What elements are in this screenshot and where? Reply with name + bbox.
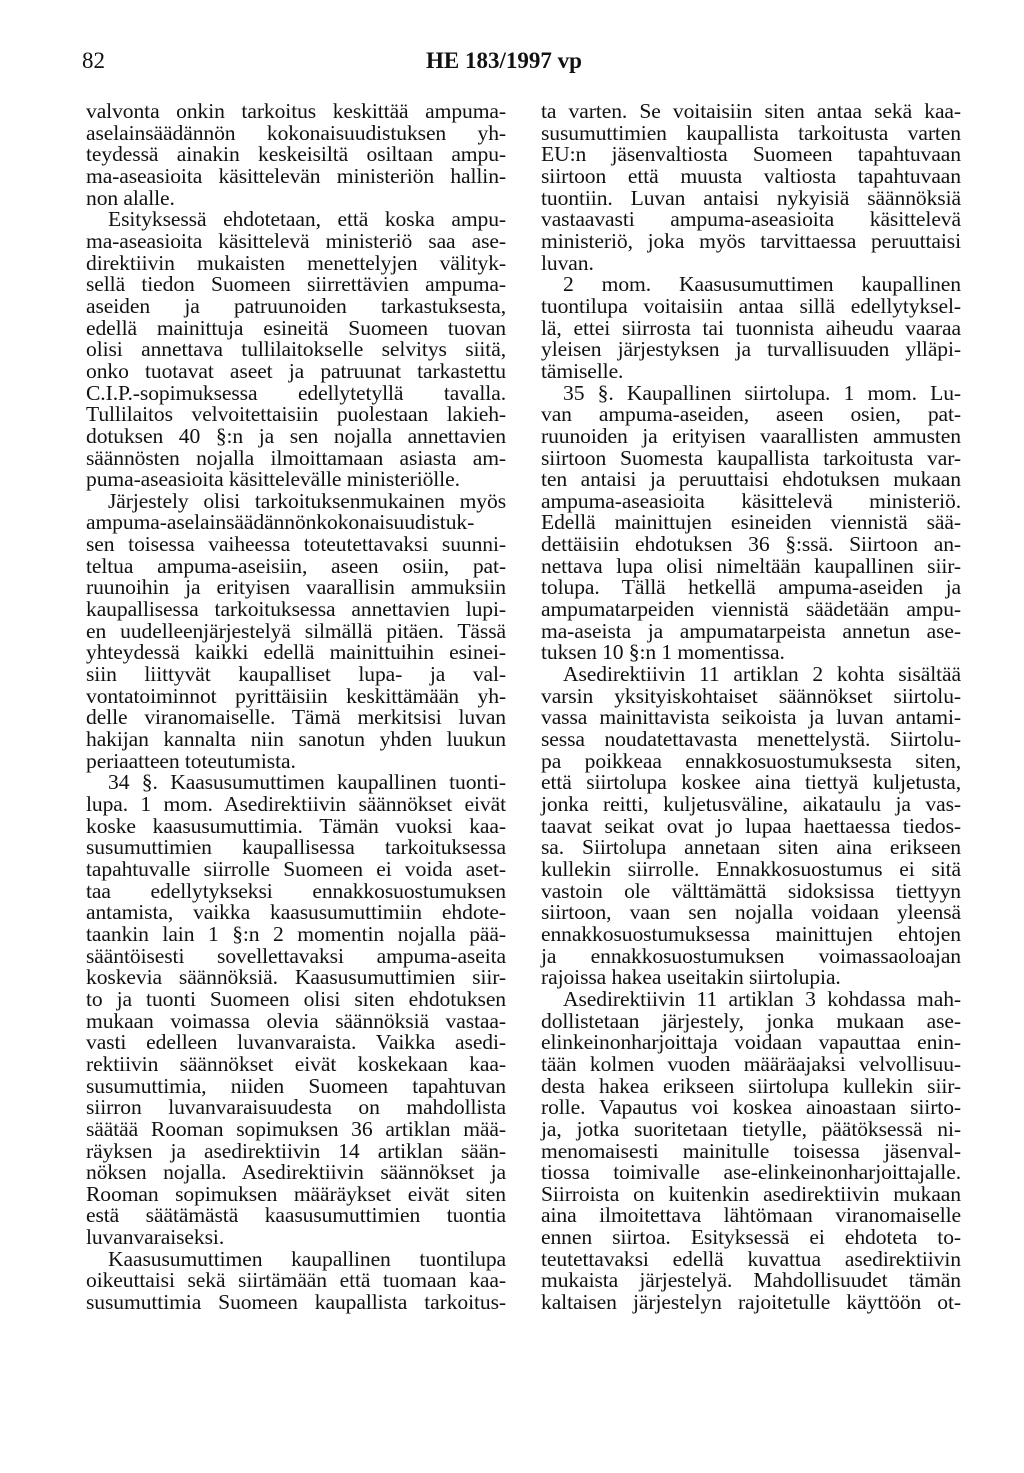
text-line: puma-aseasioita käsittelevälle ministeriölle. bbox=[86, 467, 460, 492]
text-line: susumuttimia Suomeen kaupallista tarkoitus- bbox=[86, 1290, 506, 1315]
text-line: ampuma-aseasioita käsittelevä ministeriö. bbox=[541, 488, 961, 513]
text-line: tämiselle. bbox=[541, 358, 624, 383]
text-line: susumuttimien kaupallista tarkoitusta varten bbox=[541, 120, 961, 145]
text-line: ruunoiden ja erityisen vaarallisten ammusten bbox=[541, 423, 961, 448]
text-line: ampuma-aselainsäädännönkokonaisuudistuk- bbox=[86, 510, 475, 535]
text-line: estä säätämästä kaasusumuttimien tuontia bbox=[86, 1203, 506, 1228]
text-line: en uudelleenjärjestelyä silmällä pitäen. Tässä bbox=[86, 618, 506, 643]
text-line: edellä mainittuja esineitä Suomeen tuovan bbox=[86, 315, 506, 340]
text-line: Esityksessä ehdotetaan, että koska ampu- bbox=[108, 207, 506, 232]
text-line: rektiivin säännökset eivät koskekaan kaa- bbox=[86, 1051, 506, 1076]
text-line: ennen siirtoa. Esityksessä ei ehdoteta to- bbox=[541, 1225, 961, 1250]
text-line: tiossa toimivalle ase-elinkeinonharjoittajalle. bbox=[541, 1160, 961, 1185]
text-line: aseiden ja patruunoiden tarkastuksesta, bbox=[86, 293, 506, 318]
text-line: ministeriö, joka myös tarvittaessa peruuttaisi bbox=[541, 228, 961, 253]
text-line: elinkeinonharjoittaja voidaan vapauttaa enin- bbox=[541, 1030, 961, 1055]
text-line: ma-aseista ja ampumatarpeista annetun ase- bbox=[541, 618, 961, 643]
text-line: säännösten nojalla ilmoittamaan asiasta am- bbox=[86, 445, 506, 470]
text-line: Asedirektiivin 11 artiklan 2 kohta sisältää bbox=[563, 662, 961, 687]
text-line: tapahtuvalle siirrolle Suomeen ei voida aset- bbox=[86, 856, 506, 881]
text-line: tuksen 10 §:n 1 momentissa. bbox=[541, 640, 785, 665]
text-line: Kaasusumuttimen kaupallinen tuontilupa bbox=[108, 1246, 506, 1271]
left-text-column bbox=[86, 101, 506, 1314]
text-line: delle viranomaiselle. Tämä merkitsisi luvan bbox=[86, 705, 506, 730]
text-line: vastaavasti ampuma-aseasioita käsittelevä bbox=[541, 207, 961, 232]
text-line: yhteydessä kaikki edellä mainittuihin esinei- bbox=[86, 640, 506, 665]
text-line: ma-aseasioita käsittelevän ministeriön hallin- bbox=[86, 163, 506, 188]
right-text-column bbox=[541, 101, 961, 1314]
text-line: kullekin siirrolle. Ennakkosuostumus ei sitä bbox=[541, 856, 961, 881]
text-line: menomaisesti mainitulle toisessa jäsenval- bbox=[541, 1138, 961, 1163]
page-number: 82 bbox=[82, 48, 105, 73]
text-line: tuontilupa voitaisiin antaa sillä edellytyksel- bbox=[541, 293, 961, 318]
text-line: dotuksen 40 §:n ja sen nojalla annettavien bbox=[86, 423, 506, 448]
text-line: että siirtolupa koskee aina tiettyä kuljetusta, bbox=[541, 770, 961, 795]
text-line: ja, jotka suoritetaan tietylle, päätöksessä ni- bbox=[541, 1116, 961, 1141]
text-line: siirtoon, vaan sen nojalla voidaan yleensä bbox=[541, 900, 961, 925]
text-line: mukaista järjestelyä. Mahdollisuudet tämän bbox=[541, 1268, 961, 1293]
text-line: sessa noudatettavasta menettelystä. Siirtolu- bbox=[541, 727, 961, 752]
text-line: 2 mom. Kaasusumuttimen kaupallinen bbox=[563, 272, 961, 297]
text-line: kaltaisen järjestelyn rajoitetulle käyttöön ot- bbox=[541, 1290, 961, 1315]
text-line: nöksen nojalla. Asedirektiivin säännökset ja bbox=[86, 1160, 506, 1185]
text-line: dollistetaan järjestely, jonka mukaan ase- bbox=[541, 1008, 961, 1033]
text-line: mukaan voimassa olevia säännöksiä vastaa- bbox=[86, 1008, 506, 1033]
text-line: räyksen ja asedirektiivin 14 artiklan sään- bbox=[86, 1138, 506, 1163]
text-line: ruunoihin ja erityisen vaarallisin ammuksiin bbox=[86, 575, 506, 600]
text-line: taa edellytykseksi ennakkosuostumuksen bbox=[86, 878, 506, 903]
text-line: Järjestely olisi tarkoituksenmukainen myös bbox=[108, 488, 506, 513]
text-line: 35 §. Kaupallinen siirtolupa. 1 mom. Lu- bbox=[563, 380, 961, 405]
text-line: teutettavaksi edellä kuvattua asedirektiivin bbox=[541, 1246, 961, 1271]
text-line: periaatteen toteutumista. bbox=[86, 748, 296, 773]
text-line: to ja tuonti Suomeen olisi siten ehdotuksen bbox=[86, 986, 506, 1011]
text-line: lupa. 1 mom. Asedirektiivin säännökset eivät bbox=[86, 792, 506, 816]
text-line: ten antaisi ja peruuttaisi ehdotuksen mukaan bbox=[541, 467, 961, 492]
text-line: vassa mainittavista seikoista ja luvan antami- bbox=[541, 705, 961, 730]
text-line: ma-aseasioita käsittelevä ministeriö saa ase- bbox=[86, 228, 506, 253]
text-line: van ampuma-aseiden, aseen osien, pat- bbox=[541, 402, 961, 427]
text-line: EU:n jäsenvaltiosta Suomeen tapahtuvaan bbox=[541, 142, 961, 167]
text-line: vontatoiminnot pyrittäisiin keskittämään yh- bbox=[86, 683, 506, 708]
text-line: taankin lain 1 §:n 2 momentin nojalla pää- bbox=[86, 921, 506, 946]
text-line: luvanvaraiseksi. bbox=[86, 1225, 225, 1250]
text-line: kaupallisessa tarkoituksessa annettavien lupi- bbox=[86, 597, 506, 622]
text-line: pa poikkeaa ennakkosuostumuksesta siten, bbox=[541, 748, 961, 773]
text-line: aselainsäädännön kokonaisuudistuksen yh- bbox=[86, 120, 506, 145]
text-line: siirron luvanvaraisuudesta on mahdollista bbox=[86, 1095, 506, 1120]
text-line: non alalle. bbox=[86, 185, 175, 210]
text-line: onko tuotavat aseet ja patruunat tarkastettu bbox=[86, 358, 506, 383]
text-line: rajoissa hakea useitakin siirtolupia. bbox=[541, 965, 841, 990]
text-line: luvan. bbox=[541, 250, 594, 275]
text-line: säätää Rooman sopimuksen 36 artiklan mää- bbox=[86, 1116, 506, 1141]
text-line: desta hakea erikseen siirtolupa kullekin siir- bbox=[541, 1073, 961, 1098]
text-line: nettava lupa olisi nimeltään kaupallinen siir- bbox=[541, 553, 961, 578]
text-line: ja ennakkosuostumuksen voimassaoloajan bbox=[541, 943, 961, 968]
text-line: susumuttimia, niiden Suomeen tapahtuvan bbox=[86, 1073, 506, 1098]
text-line: varsin yksityiskohtaiset säännökset siirtolu- bbox=[541, 683, 961, 708]
text-line: siirtoon Suomesta kaupallista tarkoitusta var- bbox=[541, 445, 961, 470]
text-line: dettäisiin ehdotuksen 36 §:ssä. Siirtoon an- bbox=[541, 532, 961, 557]
text-line: ta varten. Se voitaisiin siten antaa sekä kaa- bbox=[541, 99, 961, 123]
text-line: Tullilaitos velvoitettaisiin puolestaan lakieh- bbox=[86, 402, 506, 427]
text-line: oikeuttaisi sekä siirtämään että tuomaan kaa- bbox=[86, 1268, 506, 1293]
text-line: teltua ampuma-aseisiin, aseen osiin, pat- bbox=[86, 553, 506, 578]
text-line: siirtoon että muusta valtiosta tapahtuvaan bbox=[541, 163, 961, 188]
text-line: sen toisessa vaiheessa toteutettavaksi suunni- bbox=[86, 532, 506, 557]
text-line: yleisen järjestyksen ja turvallisuuden ylläpi- bbox=[541, 337, 961, 362]
page-header bbox=[82, 48, 982, 78]
text-line: sellä tiedon Suomeen siirrettävien ampuma- bbox=[86, 272, 506, 297]
document-id: HE 183/1997 vp bbox=[426, 48, 582, 73]
text-line: sa. Siirtolupa annetaan siten aina erikseen bbox=[541, 835, 961, 860]
text-line: C.I.P.-sopimuksessa edellytetyllä tavalla. bbox=[86, 380, 506, 405]
text-line: ampumatarpeiden viennistä säädetään ampu- bbox=[541, 597, 961, 622]
text-line: vasti edelleen luvanvaraista. Vaikka asedi- bbox=[86, 1030, 506, 1055]
text-line: Rooman sopimuksen määräykset eivät siten bbox=[86, 1181, 506, 1206]
text-line: tään kolmen vuoden määräajaksi velvollisuu- bbox=[541, 1051, 961, 1076]
text-line: sääntöisesti sovellettavaksi ampuma-aseita bbox=[86, 943, 506, 968]
text-line: olisi annettava tullilaitokselle selvitys siitä, bbox=[86, 337, 506, 362]
text-line: vastoin ole välttämättä sidoksissa tiettyyn bbox=[541, 878, 961, 903]
text-line: antamista, vaikka kaasusumuttimiin ehdote- bbox=[86, 900, 506, 925]
text-line: 34 §. Kaasusumuttimen kaupallinen tuonti- bbox=[108, 770, 506, 795]
text-line: direktiivin mukaisten menettelyjen välityk- bbox=[86, 250, 506, 275]
text-line: Edellä mainittujen esineiden viennistä sää- bbox=[541, 510, 961, 535]
text-line: aina ilmoitettava lähtömaan viranomaiselle bbox=[541, 1203, 961, 1228]
text-line: lä, ettei siirrosta tai tuonnista aiheudu vaaraa bbox=[541, 315, 961, 340]
text-line: siin liittyvät kaupalliset lupa- ja val- bbox=[86, 662, 506, 687]
text-line: tolupa. Tällä hetkellä ampuma-aseiden ja bbox=[541, 575, 961, 600]
text-line: Asedirektiivin 11 artiklan 3 kohdassa mah- bbox=[563, 986, 961, 1011]
text-line: koske kaasusumuttimia. Tämän vuoksi kaa- bbox=[86, 813, 506, 838]
text-line: rolle. Vapautus voi koskea ainoastaan siirto- bbox=[541, 1095, 961, 1120]
text-line: Siirroista on kuitenkin asedirektiivin mukaan bbox=[541, 1181, 961, 1206]
text-line: taavat seikat ovat jo lupaa haettaessa tiedos- bbox=[541, 813, 961, 838]
text-line: koskevia säännöksiä. Kaasusumuttimien siir- bbox=[86, 965, 506, 990]
text-line: hakijan kannalta niin sanotun yhden luukun bbox=[86, 727, 506, 752]
text-line: ennakkosuostumuksessa mainittujen ehtojen bbox=[541, 921, 961, 946]
text-line: teydessä ainakin keskeisiltä osiltaan ampu- bbox=[86, 142, 506, 167]
text-line: susumuttimien kaupallisessa tarkoituksessa bbox=[86, 835, 506, 860]
text-line: valvonta onkin tarkoitus keskittää ampuma- bbox=[86, 99, 506, 123]
text-line: jonka reitti, kuljetusväline, aikataulu ja vas- bbox=[541, 792, 961, 816]
text-line: tuontiin. Luvan antaisi nykyisiä säännöksiä bbox=[541, 185, 961, 210]
